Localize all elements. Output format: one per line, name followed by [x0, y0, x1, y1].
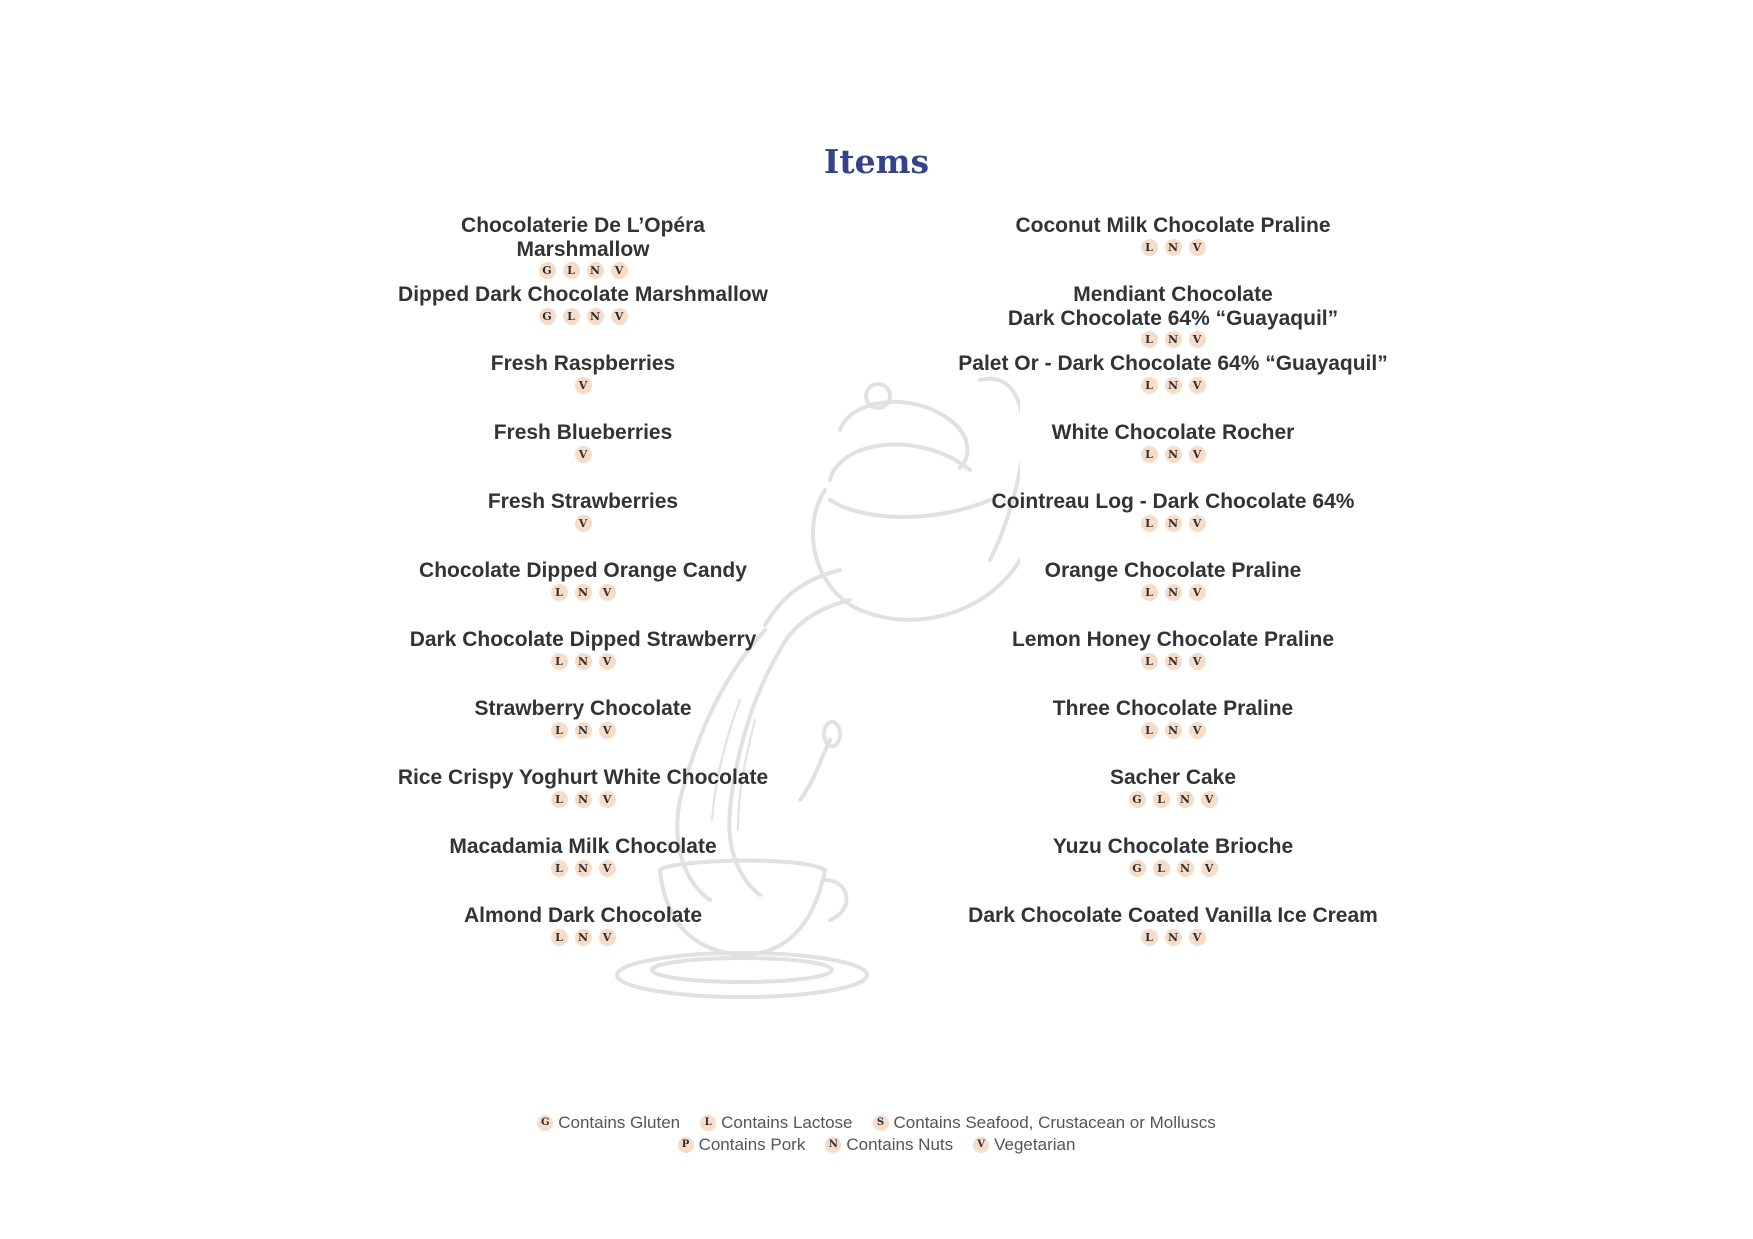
- vegetarian-tag-icon: V: [575, 377, 592, 394]
- menu-item: [303, 835, 863, 904]
- legend-row: [537, 1113, 1216, 1133]
- menu-item: [303, 628, 863, 697]
- item-name: Cointreau Log - Dark Chocolate 64%: [991, 490, 1355, 513]
- menu-item: [303, 214, 863, 283]
- dietary-tags: [1141, 331, 1206, 348]
- nuts-tag-icon: N: [1165, 722, 1182, 739]
- item-name: Orange Chocolate Praline: [1044, 559, 1302, 582]
- dietary-tags: [1141, 722, 1206, 739]
- dietary-tags: [1129, 860, 1218, 877]
- dietary-tags: [1141, 515, 1206, 532]
- dietary-tags: [551, 860, 616, 877]
- legend-label: Contains Lactose: [721, 1113, 853, 1132]
- dietary-tags: [575, 377, 592, 394]
- pork-tag-icon: P: [678, 1137, 694, 1153]
- gluten-tag-icon: G: [537, 1115, 553, 1131]
- item-name: Fresh Strawberries: [487, 490, 679, 513]
- item-name: Rice Crispy Yoghurt White Chocolate: [397, 766, 769, 789]
- item-name: Dark Chocolate Coated Vanilla Ice Cream: [968, 904, 1378, 927]
- vegetarian-tag-icon: V: [599, 653, 616, 670]
- menu-item: [893, 214, 1453, 283]
- dietary-tags: [539, 308, 628, 325]
- gluten-tag-icon: G: [539, 262, 556, 279]
- nuts-tag-icon: N: [1165, 239, 1182, 256]
- menu-item: [303, 766, 863, 835]
- lactose-tag-icon: L: [563, 308, 580, 325]
- menu-item: [303, 490, 863, 559]
- legend-entry-nuts: [825, 1135, 953, 1155]
- dietary-tags: [1141, 653, 1206, 670]
- menu-item: [893, 766, 1453, 835]
- vegetarian-tag-icon: V: [973, 1137, 989, 1153]
- menu-item: [303, 559, 863, 628]
- vegetarian-tag-icon: V: [599, 929, 616, 946]
- dietary-tags: [1141, 377, 1206, 394]
- dietary-tags: [1141, 239, 1206, 256]
- nuts-tag-icon: N: [1165, 331, 1182, 348]
- vegetarian-tag-icon: V: [599, 791, 616, 808]
- lactose-tag-icon: L: [1141, 239, 1158, 256]
- lactose-tag-icon: L: [551, 929, 568, 946]
- legend-label: Contains Pork: [698, 1135, 806, 1154]
- lactose-tag-icon: L: [1141, 722, 1158, 739]
- lactose-tag-icon: L: [1141, 515, 1158, 532]
- vegetarian-tag-icon: V: [1189, 515, 1206, 532]
- nuts-tag-icon: N: [575, 722, 592, 739]
- menu-item: [893, 283, 1453, 352]
- legend-label: Contains Nuts: [846, 1135, 954, 1154]
- item-name: Dark Chocolate Dipped Strawberry: [409, 628, 757, 651]
- vegetarian-tag-icon: V: [1189, 722, 1206, 739]
- vegetarian-tag-icon: V: [575, 515, 592, 532]
- vegetarian-tag-icon: V: [599, 860, 616, 877]
- vegetarian-tag-icon: V: [1189, 446, 1206, 463]
- menu-item: [893, 559, 1453, 628]
- lactose-tag-icon: L: [1141, 653, 1158, 670]
- nuts-tag-icon: N: [587, 262, 604, 279]
- dietary-tags: [575, 446, 592, 463]
- nuts-tag-icon: N: [575, 791, 592, 808]
- menu-item: [303, 904, 863, 973]
- nuts-tag-icon: N: [1177, 860, 1194, 877]
- menu-item: [893, 904, 1453, 973]
- nuts-tag-icon: N: [1165, 584, 1182, 601]
- legend-entry-lactose: [700, 1113, 852, 1133]
- menu-item: [303, 421, 863, 490]
- lactose-tag-icon: L: [1141, 446, 1158, 463]
- vegetarian-tag-icon: V: [1189, 929, 1206, 946]
- legend-label: Vegetarian: [994, 1135, 1076, 1154]
- item-name: Strawberry Chocolate: [474, 697, 692, 720]
- vegetarian-tag-icon: V: [575, 446, 592, 463]
- lactose-tag-icon: L: [563, 262, 580, 279]
- lactose-tag-icon: L: [551, 860, 568, 877]
- lactose-tag-icon: L: [1141, 584, 1158, 601]
- nuts-tag-icon: N: [1165, 446, 1182, 463]
- menu-item: [303, 283, 863, 352]
- lactose-tag-icon: L: [700, 1115, 716, 1131]
- dietary-tags: [551, 722, 616, 739]
- legend-entry-gluten: [537, 1113, 680, 1133]
- legend-row: [678, 1135, 1076, 1155]
- nuts-tag-icon: N: [1177, 791, 1194, 808]
- nuts-tag-icon: N: [825, 1137, 841, 1153]
- legend-entry-vegetarian: [973, 1135, 1075, 1155]
- seafood-tag-icon: S: [873, 1115, 889, 1131]
- gluten-tag-icon: G: [1129, 791, 1146, 808]
- vegetarian-tag-icon: V: [1201, 860, 1218, 877]
- nuts-tag-icon: N: [575, 860, 592, 877]
- dietary-tags: [551, 584, 616, 601]
- nuts-tag-icon: N: [1165, 515, 1182, 532]
- menu-item: [893, 835, 1453, 904]
- left-menu-column: [303, 214, 863, 973]
- lactose-tag-icon: L: [1141, 929, 1158, 946]
- right-menu-column: [893, 214, 1453, 973]
- menu-item: [893, 490, 1453, 559]
- nuts-tag-icon: N: [587, 308, 604, 325]
- vegetarian-tag-icon: V: [1189, 331, 1206, 348]
- nuts-tag-icon: N: [575, 929, 592, 946]
- vegetarian-tag-icon: V: [1189, 239, 1206, 256]
- legend-entry-seafood: [873, 1113, 1216, 1133]
- lactose-tag-icon: L: [1141, 331, 1158, 348]
- dietary-legend: [0, 1113, 1753, 1155]
- lactose-tag-icon: L: [1141, 377, 1158, 394]
- lactose-tag-icon: L: [1153, 860, 1170, 877]
- item-name: Palet Or - Dark Chocolate 64% “Guayaquil”: [958, 352, 1388, 375]
- item-name: Mendiant Chocolate Dark Chocolate 64% “Guayaquil”: [1007, 283, 1339, 330]
- dietary-tags: [551, 791, 616, 808]
- item-name: Sacher Cake: [1109, 766, 1237, 789]
- item-name: Dipped Dark Chocolate Marshmallow: [398, 283, 768, 306]
- dietary-tags: [1141, 584, 1206, 601]
- lactose-tag-icon: L: [1153, 791, 1170, 808]
- menu-item: [303, 352, 863, 421]
- gluten-tag-icon: G: [1129, 860, 1146, 877]
- item-name: Lemon Honey Chocolate Praline: [1011, 628, 1335, 651]
- vegetarian-tag-icon: V: [611, 262, 628, 279]
- nuts-tag-icon: N: [1165, 929, 1182, 946]
- dietary-tags: [1141, 446, 1206, 463]
- legend-label: Contains Gluten: [558, 1113, 681, 1132]
- nuts-tag-icon: N: [575, 653, 592, 670]
- dietary-tags: [1141, 929, 1206, 946]
- dietary-tags: [551, 653, 616, 670]
- item-name: Fresh Blueberries: [493, 421, 673, 444]
- lactose-tag-icon: L: [551, 791, 568, 808]
- vegetarian-tag-icon: V: [599, 722, 616, 739]
- dietary-tags: [539, 262, 628, 279]
- lactose-tag-icon: L: [551, 584, 568, 601]
- menu-item: [893, 352, 1453, 421]
- menu-item: [893, 697, 1453, 766]
- vegetarian-tag-icon: V: [599, 584, 616, 601]
- legend-entry-pork: [678, 1135, 806, 1155]
- item-name: Almond Dark Chocolate: [463, 904, 703, 927]
- legend-label: Contains Seafood, Crustacean or Molluscs: [893, 1113, 1216, 1132]
- vegetarian-tag-icon: V: [1201, 791, 1218, 808]
- item-name: White Chocolate Rocher: [1051, 421, 1295, 444]
- item-name: Chocolate Dipped Orange Candy: [419, 559, 747, 582]
- nuts-tag-icon: N: [575, 584, 592, 601]
- vegetarian-tag-icon: V: [1189, 377, 1206, 394]
- vegetarian-tag-icon: V: [1189, 584, 1206, 601]
- menu-item: [303, 697, 863, 766]
- vegetarian-tag-icon: V: [611, 308, 628, 325]
- item-name: Yuzu Chocolate Brioche: [1052, 835, 1294, 858]
- gluten-tag-icon: G: [539, 308, 556, 325]
- lactose-tag-icon: L: [551, 722, 568, 739]
- item-name: Coconut Milk Chocolate Praline: [1015, 214, 1331, 237]
- dietary-tags: [551, 929, 616, 946]
- dietary-tags: [1129, 791, 1218, 808]
- vegetarian-tag-icon: V: [1189, 653, 1206, 670]
- lactose-tag-icon: L: [551, 653, 568, 670]
- menu-item: [893, 628, 1453, 697]
- item-name: Fresh Raspberries: [490, 352, 676, 375]
- page-title: Items: [823, 142, 930, 181]
- nuts-tag-icon: N: [1165, 653, 1182, 670]
- dietary-tags: [575, 515, 592, 532]
- item-name: Three Chocolate Praline: [1052, 697, 1294, 720]
- nuts-tag-icon: N: [1165, 377, 1182, 394]
- item-name: Chocolaterie De L’Opéra Marshmallow: [461, 214, 705, 261]
- menu-item: [893, 421, 1453, 490]
- item-name: Macadamia Milk Chocolate: [449, 835, 717, 858]
